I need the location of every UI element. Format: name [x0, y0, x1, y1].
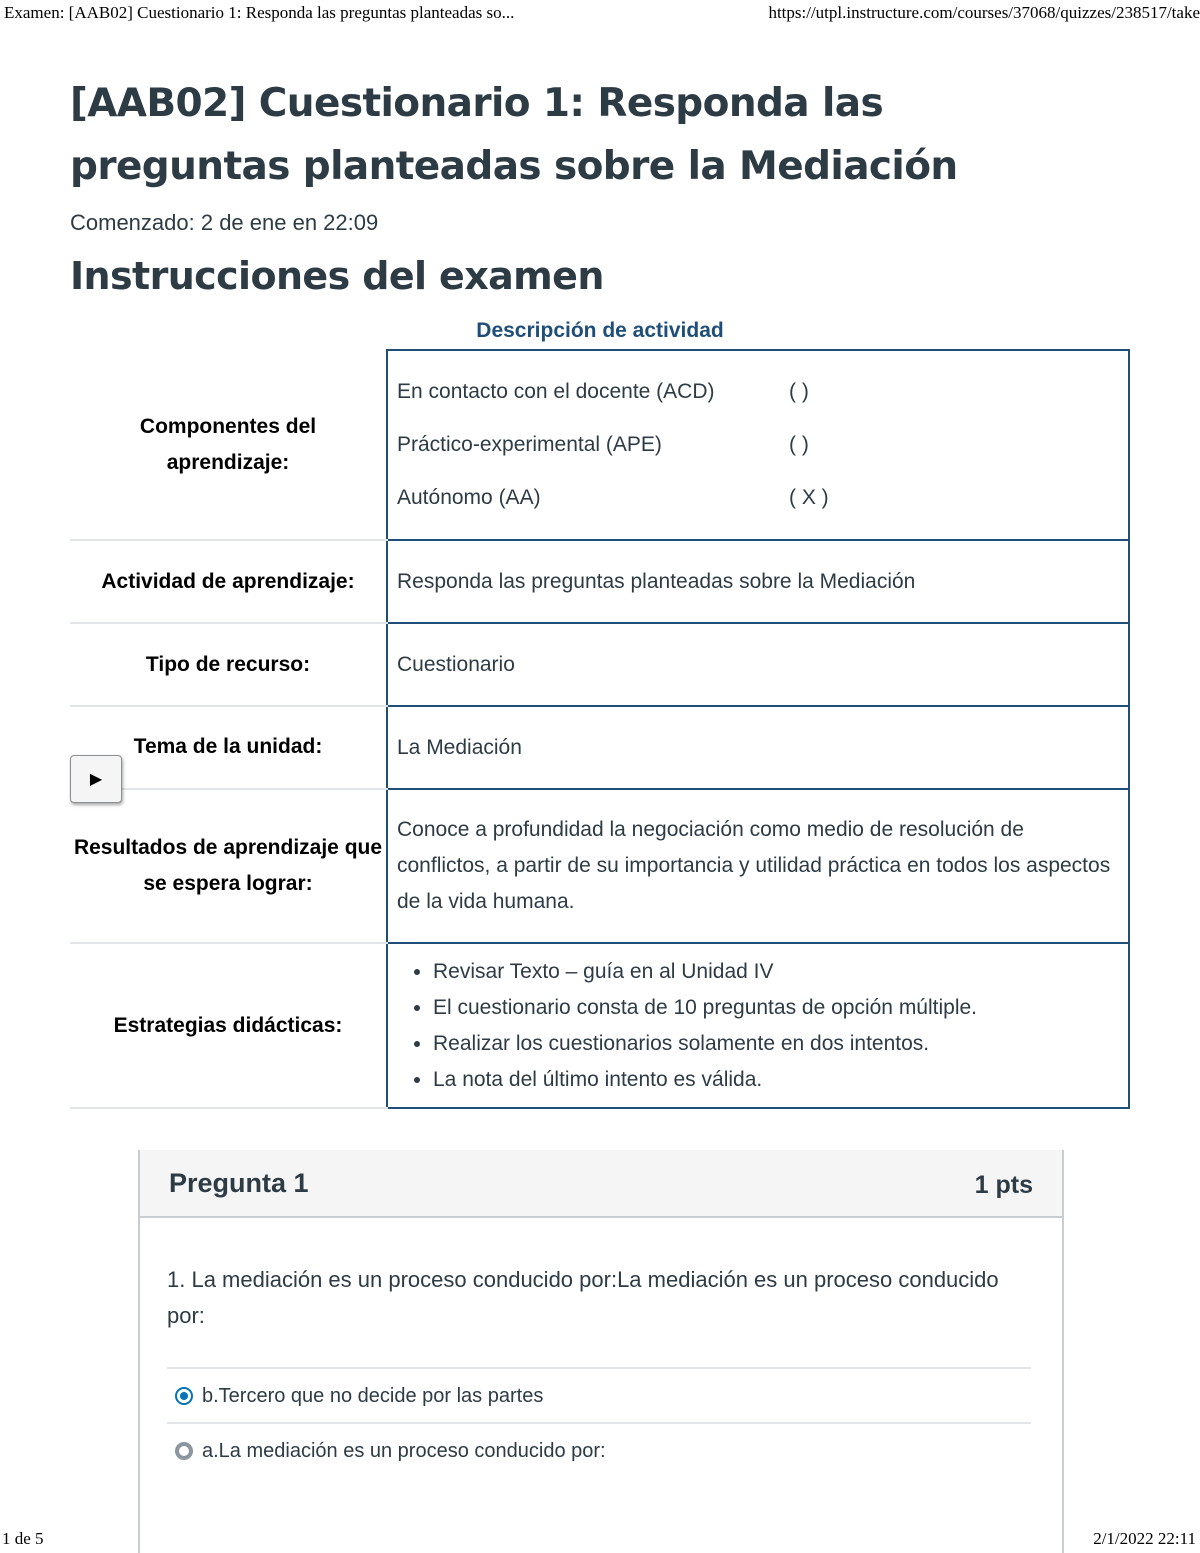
unit-topic-value: La Mediación — [387, 706, 1129, 789]
play-button[interactable] — [70, 755, 122, 803]
instructions-heading: Instrucciones del examen — [70, 254, 604, 298]
activity-description-caption: Descripción de actividad — [476, 319, 724, 342]
learning-results-value: Conoce a profundidad la negociación como medio de resolución de conflictos, a partir de su importancia y utilidad práctica en todos los aspectos de la vida humana. — [387, 789, 1129, 943]
component-line — [397, 472, 1118, 525]
strategies-list — [397, 954, 1118, 1098]
answer-text: b.Tercero que no decide por las partes — [202, 1384, 544, 1407]
question-points: 1 pts — [974, 1171, 1033, 1199]
answer-option[interactable] — [167, 1422, 1031, 1478]
table-row — [70, 540, 1129, 623]
resource-type-label: Tipo de recurso: — [70, 623, 387, 706]
list-item: • Realizar los cuestionarios solamente en dos intentos. — [433, 1026, 1118, 1062]
print-header-url: https://utpl.instructure.com/courses/37068/quizzes/238517/take — [768, 3, 1200, 22]
activity-description-table — [70, 349, 1130, 1109]
resource-type-value: Cuestionario — [387, 623, 1129, 706]
question-text: 1. La mediación es un proceso conducido por:La mediación es un proceso conducido por: — [167, 1267, 999, 1328]
table-row — [70, 623, 1129, 706]
component-mark: ( ) — [789, 380, 809, 403]
print-footer — [0, 1525, 1200, 1553]
components-value — [387, 350, 1129, 540]
components-label: Componentes del aprendizaje: — [70, 350, 387, 540]
table-row — [70, 943, 1129, 1108]
component-line — [397, 419, 1118, 472]
component-line — [397, 366, 1118, 419]
table-row — [70, 706, 1129, 789]
quiz-title: [AAB02] Cuestionario 1: Responda las preguntas planteadas sobre la Mediación — [70, 81, 958, 189]
unit-topic-label: Tema de la unidad: — [70, 706, 387, 789]
print-page-number: 1 de 5 — [2, 1529, 44, 1548]
radio-unselected-icon[interactable] — [175, 1442, 193, 1460]
quiz-started-time: Comenzado: 2 de ene en 22:09 — [70, 210, 379, 235]
answer-option[interactable] — [167, 1367, 1031, 1423]
print-header — [0, 0, 1200, 28]
component-name: Práctico-experimental (APE) — [397, 433, 662, 456]
question-header — [140, 1150, 1062, 1218]
component-mark: ( X ) — [789, 486, 829, 509]
answer-text: a.La mediación es un proceso conducido por: — [202, 1439, 606, 1462]
play-icon: ▶ — [89, 771, 103, 788]
print-datetime: 2/1/2022 22:11 — [1093, 1529, 1196, 1548]
activity-label: Actividad de aprendizaje: — [70, 540, 387, 623]
radio-selected-icon[interactable] — [175, 1387, 193, 1405]
strategies-value — [387, 943, 1129, 1108]
list-item: • La nota del último intento es válida. — [433, 1062, 1118, 1098]
activity-value: Responda las preguntas planteadas sobre la Mediación — [387, 540, 1129, 623]
print-header-title: Examen: [AAB02] Cuestionario 1: Responda las preguntas planteadas so... — [4, 3, 515, 22]
question-name: Pregunta 1 — [169, 1168, 309, 1198]
component-mark: ( ) — [789, 433, 809, 456]
strategies-label: Estrategias didácticas: — [70, 943, 387, 1108]
component-name: En contacto con el docente (ACD) — [397, 380, 715, 403]
learning-results-label: Resultados de aprendizaje que se espera lograr: — [70, 789, 387, 943]
list-item: • Revisar Texto – guía en al Unidad IV — [433, 954, 1118, 990]
table-row — [70, 350, 1129, 540]
question-card — [138, 1150, 1064, 1553]
component-name: Autónomo (AA) — [397, 486, 541, 509]
list-item: • El cuestionario consta de 10 preguntas de opción múltiple. — [433, 990, 1118, 1026]
table-row — [70, 789, 1129, 943]
